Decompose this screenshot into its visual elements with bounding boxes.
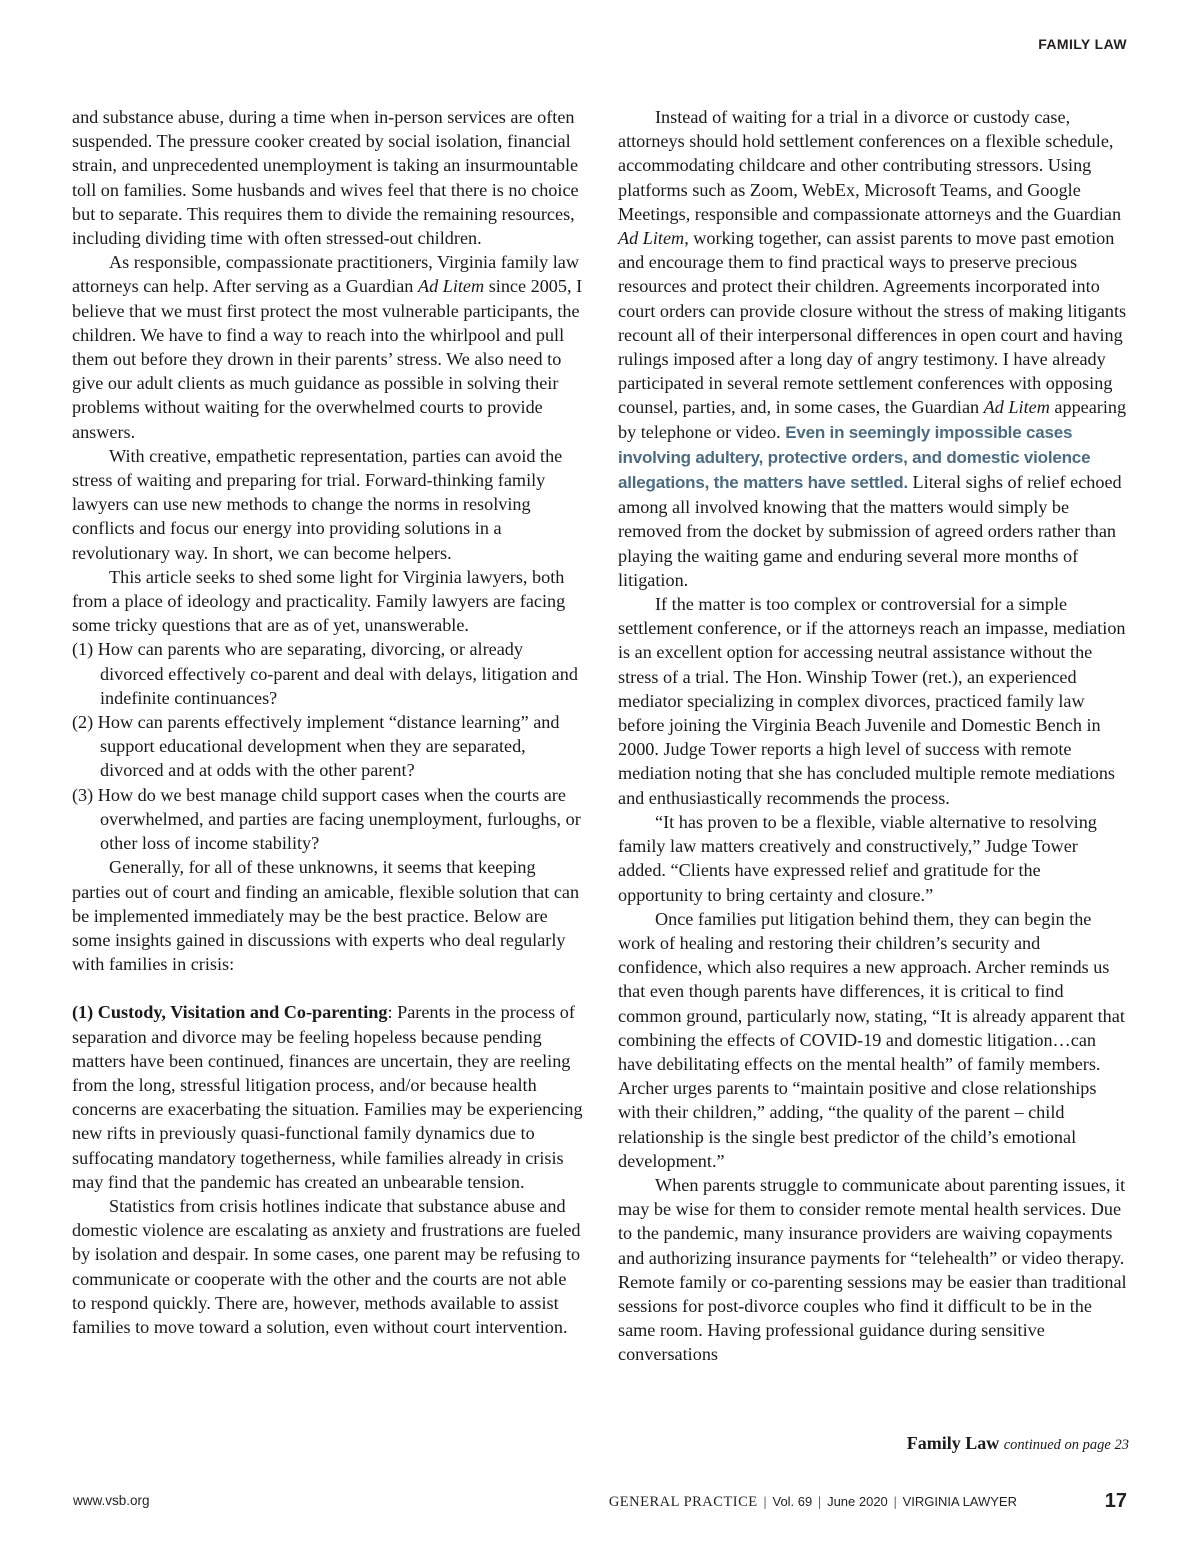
continued-title: Family Law [906,1433,1000,1453]
section-heading-paragraph: (1) Custody, Visitation and Co-parenting: Parents in the process of separation and divorce may be feeling hopeless because pending matters have been continued, finances are uncertain, they are reeling from the long, stressful litigation process, and/or because health concerns are exacerbating the situation. Families may be experiencing new rifts in previously quasi-functional family dynamics due to suffocating mandatory togetherness, while families already in crisis may find that the pandemic has created an unbearable tension. [72,1002,583,1192]
list-item: (1) How can parents who are separating, divorcing, or already divorced effectively co-parent and deal with delays, litigation and indefinite continuances? [72,639,578,708]
paragraph: and substance abuse, during a time when in-person services are often suspended. The pressure cooker created by social isolation, financial strain, and unprecedented unemployment is taking an insurmountable toll on families. Some husbands and wives feel that there is no choice but to separate. This requires them to divide the remaining resources, including dividing time with often stressed-out children. [72,107,579,249]
paragraph: This article seeks to shed some light for Virginia lawyers, both from a place of ideology and practicality. Family lawyers are facing some tricky questions that are as of yet, unanswerable. [72,566,566,636]
section-heading: (1) Custody, Visitation and Co-parenting [72,1002,388,1023]
footer-publication: VIRGINIA LAWYER [902,1494,1017,1509]
right-column [618,105,1129,1367]
footer-separator: | [763,1495,767,1510]
paragraph: Instead of waiting for a trial in a divorce or custody case, attorneys should hold settlement conferences on a flexible schedule, accommodating childcare and other contributing stressors. Using platforms such as Zoom, WebEx, Microsoft Teams, and Google Meetings, responsible and compassionate attorneys and the Guardian Ad Litem, working together, can assist parents to move past emotion and encourage them to find practical ways to preserve precious resources and protect their children. Agreements incorporated into court orders can provide closure without the stress of making litigants recount all of their interpersonal differences in open court and having rulings imposed after a long day of angry testimony. I have already participated in several remote settlement conferences with opposing counsel, parties, and, in some cases, the Guardian Ad Litem appearing by telephone or video. Even in seemingly impossible cases involving adultery, protective orders, and domestic violence allegations, the matters have settled. Literal sighs of relief echoed among all involved knowing that the matters would simply be removed from the docket by submission of agreed orders rather than playing the waiting game and enduring several more months of litigation. [618,107,1127,590]
italic-term: Ad Litem [983,397,1050,418]
footer-separator: | [818,1495,822,1510]
footer-meta [609,1494,1017,1511]
paragraph: If the matter is too complex or controversial for a simple settlement conference, or if the attorneys reach an impasse, mediation is an excellent option for accessing neutral assistance without the stress of a trial. The Hon. Winship Tower (ret.), an experienced mediator specializing in complex divorces, practiced family law before joining the Virginia Beach Juvenile and Domestic Bench in 2000. Judge Tower reports a high level of success with remote mediation noting that she has concluded multiple remote mediations and enthusiastically recommends the process. [618,594,1126,808]
paragraph: Statistics from crisis hotlines indicate that substance abuse and domestic violence are escalating as anxiety and frustrations are fueled by isolation and despair. In some cases, one parent may be refusing to communicate or cooperate with the other and the courts are not able to respond quickly. There are, however, methods available to assist families to move toward a solution, even without court intervention. [72,1195,581,1337]
paragraph: “It has proven to be a flexible, viable alternative to resolving family law matters creatively and constructively,” Judge Tower added. “Clients have expressed relief and gratitude for the opportunity to bring certainty and closure.” [618,811,1097,905]
continued-notice [907,1433,1129,1454]
paragraph: As responsible, compassionate practitioners, Virginia family law attorneys can help. After serving as a Guardian Ad Litem since 2005, I believe that we must first protect the most vulnerable participants, the children. We have to find a way to reach into the whirlpool and pull them out before they drown in their parents’ stress. We also need to give our adult clients as much guidance as possible in solving their problems without waiting for the overwhelmed courts to provide answers. [72,252,583,442]
list-item: (3) How do we best manage child support cases when the courts are overwhelmed, and parties are facing unemployment, furloughs, or other loss of income stability? [72,784,581,854]
list-item: (2) How can parents effectively implement “distance learning” and support educational development when they are separated, divorced and at odds with the other parent? [72,712,560,781]
paragraph: When parents struggle to communicate about parenting issues, it may be wise for them to consider remote mental health services. Due to the pandemic, many insurance providers are waiving copayments and authorizing insurance payments for “telehealth” or video therapy. Remote family or co-parenting sessions may be easier than traditional sessions for post-divorce couples who find it difficult to be in the same room. Having professional guidance during sensitive conversations [618,1174,1127,1365]
footer-url[interactable]: www.vsb.org [73,1493,150,1508]
paragraph: With creative, empathetic representation, parties can avoid the stress of waiting and preparing for trial. Forward-thinking family lawyers can use new methods to change the norms in resolving conflicts and focus our energy into providing solutions in a revolutionary way. In short, we can become helpers. [72,445,563,563]
paragraph: Once families put litigation behind them, they can begin the work of healing and restoring their children’s security and confidence, which also requires a new approach. Archer reminds us that even though parents have differences, it is critical to find common ground, particularly now, stating, “It is already apparent that combining the effects of COVID-19 and domestic litigation…can have debilitating effects on the mental health” of family members. Archer urges parents to “maintain positive and close relationships with their children,” adding, “the quality of the parent – child relationship is the single best predictor of the child’s emotional development.” [618,908,1125,1171]
highlighted-quote: Even in seemingly impossible cases involving adultery, protective orders, and domestic violence allegations, the matters have settled. [618,422,1091,493]
continued-note: continued on page 23 [1003,1437,1129,1453]
footer-section: GENERAL PRACTICE [608,1494,758,1510]
left-column [72,105,583,1339]
page-number: 17 [1104,1490,1127,1512]
footer-date: June 2020 [827,1494,888,1509]
section-label: FAMILY LAW [1038,36,1127,52]
question-list [72,637,583,855]
italic-term: Ad Litem [618,228,685,249]
paragraph: Generally, for all of these unknowns, it seems that keeping parties out of court and finding an amicable, flexible solution that can be implemented immediately may be the best practice. Below are some insights gained in discussions with experts who deal regularly with families in crisis: [72,857,580,975]
footer-separator: | [893,1495,897,1510]
spacer [72,976,583,1000]
footer-volume: Vol. 69 [772,1494,813,1509]
italic-term: Ad Litem [417,276,485,297]
